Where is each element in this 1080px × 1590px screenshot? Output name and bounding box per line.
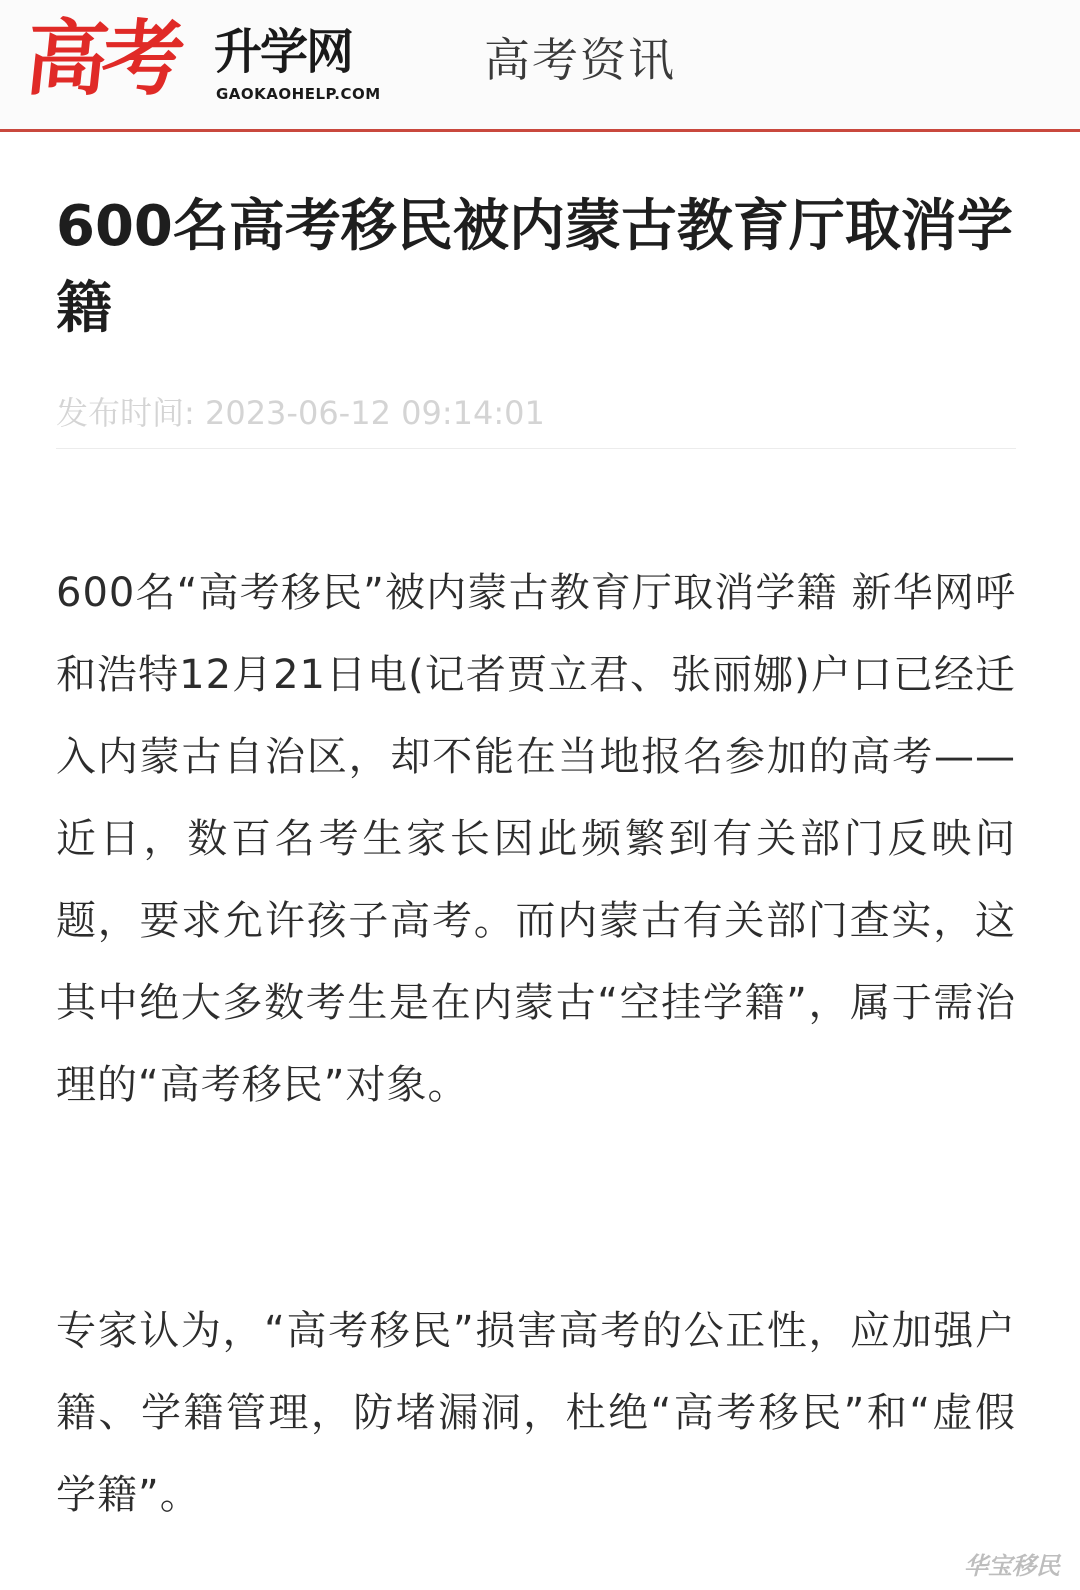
site-logo[interactable] — [21, 12, 386, 114]
publish-label: 发布时间: — [56, 394, 195, 432]
site-header — [0, 0, 1080, 132]
logo-sub-text: 升学网 — [214, 24, 353, 80]
article-paragraph: 专家认为，“高考移民”损害高考的公正性，应加强户籍、学籍管理，防堵漏洞，杜绝“高考移民”和“虚假学籍”。 — [56, 1308, 1016, 1518]
publish-time: 2023-06-12 09:14:01 — [204, 394, 545, 432]
article-paragraph: 600名“高考移民”被内蒙古教育厅取消学籍 新华网呼和浩特12月21日电(记者贾立君、张丽娜)户口已经迁入内蒙古自治区，却不能在当地报名参加的高考——近日，数百名考生家长因此频繁到有关部门反映问题，要求允许孩子高考。而内蒙古有关部门查实，这其中绝大多数考生是在内蒙古“空挂学籍”，属于需治理的“高考移民”对象。 — [56, 570, 1016, 1108]
title-divider — [56, 448, 1016, 449]
publish-info — [56, 392, 1016, 434]
section-title[interactable]: 高考资讯 — [484, 33, 676, 87]
logo-main-text: 高考 — [21, 12, 184, 107]
logo-url-text: GAOKAOHELP.COM — [216, 85, 381, 103]
watermark-logo: 华宝移民 — [964, 1551, 1060, 1580]
article-title: 600名高考移民被内蒙古教育厅取消学籍 — [56, 194, 1013, 341]
